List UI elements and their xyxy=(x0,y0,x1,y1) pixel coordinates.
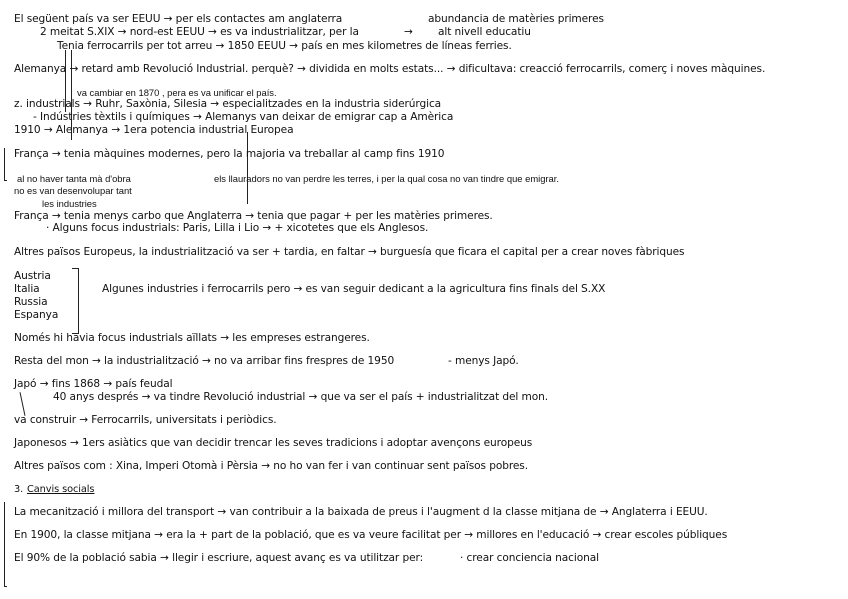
country-item: Espanya xyxy=(14,309,59,321)
text-line: 40 anys després → va tindre Revolució industrial → que va ser el país + industrialitzat del mon. xyxy=(53,391,549,403)
bracket-franca-vertical xyxy=(247,132,248,204)
text-line: 1910 → Alemanya → 1era potencia industrial Europea xyxy=(14,124,294,136)
text-line: El 90% de la població sabia → llegir i escriure, aquest avanç es va utilitzar per: xyxy=(14,552,424,564)
section-title: Canvis socials xyxy=(27,484,95,495)
country-item: Russia xyxy=(14,296,48,308)
bracket-franca-left xyxy=(4,148,7,181)
text-line: 2 meitat S.XIX → nord-est EEUU → es va industrialitzar, per la xyxy=(40,26,359,38)
text-line: - menys Japó. xyxy=(448,355,519,367)
text-line: no es van desenvolupar tant xyxy=(14,185,132,196)
bracket-countries xyxy=(72,268,79,334)
text-line: al no haver tanta mà d'obra xyxy=(17,173,131,184)
text-line: Altres països Europeus, la industrialització va ser + tardia, en faltar → burguesía que ficara el capital per a crear noves fàbriques xyxy=(14,246,685,258)
text-line: alt nivell educatiu xyxy=(438,26,531,38)
bracket-section3 xyxy=(4,502,7,587)
text-line: els llauradors no van perdre les terres, i per la qual cosa no van tindre que emigrar. xyxy=(214,173,559,184)
text-line: z. industrials → Ruhr, Saxònia, Silesia → especialitzades en la industria siderúrgica xyxy=(14,98,442,110)
text-line: Japó → fins 1868 → país feudal xyxy=(14,378,173,390)
text-line: Només hi havia focus industrials aïllats → les empreses estrangeres. xyxy=(14,332,370,344)
text-line: va construir → Ferrocarrils, universitats i periòdics. xyxy=(14,414,277,426)
text-line: abundancia de matèries primeres xyxy=(428,13,604,25)
text-line: les industries xyxy=(42,198,97,209)
text-line: Alemanya → retard amb Revolució Industrial. perquè? → dividida en molts estats... → dificultava: creacció ferrocarrils, comerç i noves màquines. xyxy=(14,63,766,75)
text-line: França → tenia menys carbo que Anglaterra → tenia que pagar + per les matèries primeres. xyxy=(14,210,493,222)
text-line: Resta del mon → la industrialització → no va arribar fins frespres de 1950 xyxy=(14,355,395,367)
text-line: La mecanització i millora del transport → van contribuir a la baixada de preus i l'augment d la classe mitjana de → Anglaterra i EEUU. xyxy=(14,506,708,518)
text-line: Japonesos → 1ers asiàtics que van decidir trencar les seves tradicions i adoptar avençons europeus xyxy=(14,437,533,449)
text-line: França → tenia màquines modernes, pero la majoria va treballar al camp fins 1910 xyxy=(14,148,445,160)
text-line: En 1900, la classe mitjana → era la + part de la població, que es va veure facilitat per → millores en l'educació → crear escoles públiques xyxy=(14,529,728,541)
country-item: Austria xyxy=(14,270,51,282)
country-item: Italia xyxy=(14,283,40,295)
text-line: El següent país va ser EEUU → per els contactes am anglaterra xyxy=(14,13,343,25)
bracket-japo xyxy=(20,392,26,416)
text-line: Algunes industries i ferrocarrils pero → es van seguir dedicant a la agricultura fins finals del S.XX xyxy=(102,283,606,295)
text-line: Altres països com : Xina, Imperi Otomà i Pèrsia → no ho van fer i van continuar sent països pobres. xyxy=(14,460,528,472)
text-line: · crear conciencia nacional xyxy=(460,552,599,564)
text-line: → xyxy=(404,26,413,38)
text-line: - Indústries tèxtils i químiques → Alemanys van deixar de emigrar cap a Amèrica xyxy=(33,111,454,123)
text-line: va cambiar en 1870 , pera es va unificar el país. xyxy=(77,87,277,98)
text-line: Tenia ferrocarrils per tot arreu → 1850 EEUU → país en mes kilometres de líneas ferries. xyxy=(57,40,512,52)
section-number: 3. xyxy=(14,484,24,495)
text-line: · Alguns focus industrials: Paris, Lilla i Lio → + xicotetes que els Anglesos. xyxy=(46,222,429,234)
